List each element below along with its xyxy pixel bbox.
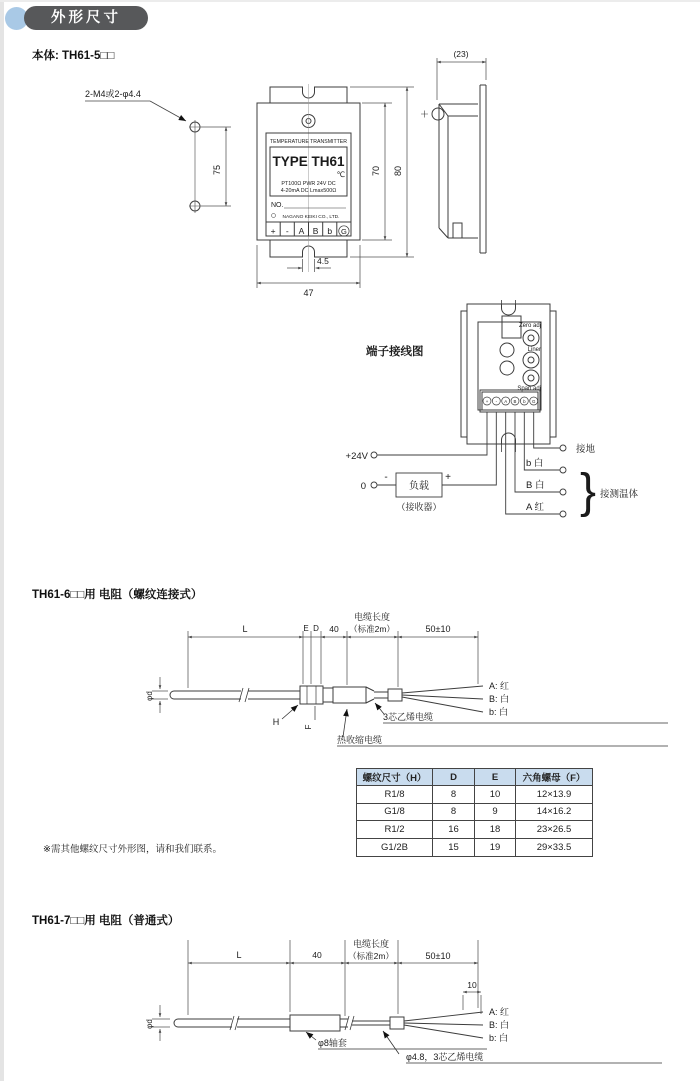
table-cell: 23×26.5 xyxy=(516,821,592,839)
load-box-label: 负载 xyxy=(409,481,429,492)
table-header-thread: 螺纹尺寸（H） xyxy=(357,769,433,786)
label-line-transmitter: TEMPERATURE TRANSMITTER xyxy=(269,139,348,145)
table-header-row xyxy=(357,769,592,786)
strip-term-plus: + xyxy=(485,399,489,404)
wire-b-white-label: B: 白 xyxy=(489,1020,510,1030)
label-spec2: 4-20mA DC Lmax500Ω xyxy=(280,188,337,194)
main-dimension-drawing xyxy=(0,40,700,305)
vinyl-cable-label: φ4.8，3芯乙烯电缆 xyxy=(406,1052,484,1062)
table-row xyxy=(357,821,592,839)
side-view xyxy=(421,58,486,253)
dim-d-label: D xyxy=(313,624,319,633)
label-no: NO. xyxy=(271,202,284,209)
plain-probe-leaders xyxy=(306,1031,662,1063)
terminal-plus: + xyxy=(270,226,276,236)
sleeve-label: φ8轴套 xyxy=(318,1038,347,1048)
dim-l-label: L xyxy=(242,624,248,634)
dim-4-5-label: 4.5 xyxy=(317,256,329,266)
dim-50-10-label: 50±10 xyxy=(425,624,451,634)
table-row xyxy=(357,804,592,822)
table-cell: 9 xyxy=(475,804,516,822)
knob-liner-label: Liner xyxy=(527,347,541,353)
ground-label: 接地 xyxy=(576,444,596,455)
dim-h-label: H xyxy=(272,717,280,727)
dim-70-label: 70 xyxy=(371,165,381,177)
wire-b-low-label: b 白 xyxy=(526,458,544,469)
label-company: NAGANO KEIKI CO., LTD. xyxy=(282,215,340,220)
plain-probe-body xyxy=(174,1012,483,1038)
dim-80-label: 80 xyxy=(393,165,403,177)
table-header-hexnut: 六角螺母（F） xyxy=(516,769,592,786)
wiring-title: 端子接线图 xyxy=(366,346,424,358)
table-cell: 18 xyxy=(475,821,516,839)
table-cell: 16 xyxy=(433,821,475,839)
dim-phi-d-label: φd xyxy=(145,1019,154,1029)
wire-a-red-label: A: 红 xyxy=(489,1007,510,1017)
dim-50-10-label: 50±10 xyxy=(425,951,451,961)
terminal-g: G xyxy=(340,227,347,236)
section-title-body: 本体: TH61-5□□ xyxy=(32,50,115,62)
strip-term-minus: - xyxy=(495,399,498,404)
dim-f-label: F xyxy=(304,724,313,730)
table-cell: G1/8 xyxy=(357,804,433,822)
threaded-probe-body xyxy=(170,686,483,712)
terminal-a: A xyxy=(298,226,305,236)
thread-size-table xyxy=(356,768,593,857)
knob-zero-adj-label: Zero adj xyxy=(518,323,541,329)
wire-b-white-label: B: 白 xyxy=(489,694,510,704)
strip-term-b-low: b xyxy=(523,399,526,404)
label-type: TYPE TH61 xyxy=(272,154,345,169)
dim-e-label: E xyxy=(303,624,309,633)
cable-length-label: 电缆长度 xyxy=(352,939,390,949)
receiver-label: （接收器） xyxy=(396,502,442,512)
dim-75-label: 75 xyxy=(212,164,222,176)
table-header-d: D xyxy=(433,769,475,786)
table-cell: 10 xyxy=(475,786,516,804)
page-title: 外形尺寸 xyxy=(24,6,148,30)
table-cell: 8 xyxy=(433,804,475,822)
table-cell: 12×13.9 xyxy=(516,786,592,804)
page-edge-top xyxy=(0,0,700,2)
rtd-label: 接测温体 xyxy=(600,489,639,500)
footnote: ※需其他螺纹尺寸外形图，请和我们联系。 xyxy=(43,844,222,855)
table-row xyxy=(357,786,592,804)
dim-phi-d-label: φd xyxy=(145,691,154,701)
vinyl-cable-label: 3芯乙烯电缆 xyxy=(383,712,434,722)
table-header-e: E xyxy=(475,769,516,786)
table-cell: G1/2B xyxy=(357,839,433,857)
strip-term-a: A xyxy=(504,399,508,404)
plain-probe-drawing xyxy=(0,930,700,1080)
wire-b2-white-label: b: 白 xyxy=(489,707,509,717)
dim-47-label: 47 xyxy=(303,288,314,298)
load-minus-label: - xyxy=(384,472,388,483)
probe-dimensions xyxy=(152,631,478,713)
table-cell: 29×33.5 xyxy=(536,841,572,853)
table-cell: 19 xyxy=(475,839,516,857)
section-title-th61-7: TH61-7□□用 电阻（普通式） xyxy=(32,915,180,927)
dim-23-label: (23) xyxy=(453,49,469,59)
terminal-b-low: b xyxy=(327,226,333,236)
label-spec1: PT100Ω PWR 24V DC xyxy=(281,181,336,187)
rear-view-device xyxy=(461,300,556,452)
dim-40-label: 40 xyxy=(312,950,322,960)
heat-shrink-label: 热收缩电缆 xyxy=(337,735,383,745)
wire-plus24v-label: +24V xyxy=(345,451,368,462)
table-cell: R1/2 xyxy=(357,821,433,839)
dim-l-label: L xyxy=(236,950,242,960)
strip-term-g: G xyxy=(531,399,536,404)
terminal-minus: - xyxy=(285,226,289,236)
table-cell: 15 xyxy=(433,839,475,857)
table-cell: 14×16.2 xyxy=(516,804,592,822)
cable-length-std-label: （标准2m） xyxy=(349,624,395,634)
strip-term-b-cap: B xyxy=(513,399,517,404)
brace-glyph: } xyxy=(580,465,597,518)
knob-span-adj-label: Span adj xyxy=(517,386,541,392)
threaded-probe-drawing xyxy=(0,600,700,760)
terminal-b-cap: B xyxy=(312,226,319,236)
dim-40-label: 40 xyxy=(329,624,339,634)
cable-length-label: 电缆长度 xyxy=(353,612,391,622)
wire-a-label: A 红 xyxy=(526,502,544,513)
section-title-th61-6: TH61-6□□用 电阻（螺纹连接式） xyxy=(32,589,203,601)
load-plus-label: + xyxy=(445,472,451,483)
dim-10-label: 10 xyxy=(467,980,477,990)
table-row xyxy=(357,839,592,857)
wire-zero-label: 0 xyxy=(360,481,366,492)
hole-pattern-label: 2-M4或2-φ4.4 xyxy=(85,89,141,99)
terminal-wiring-diagram xyxy=(0,300,700,530)
label-celsius: ℃ xyxy=(336,170,346,179)
table-cell: R1/8 xyxy=(357,786,433,804)
wire-b-cap-label: B 白 xyxy=(526,480,545,491)
wire-a-red-label: A: 红 xyxy=(489,681,510,691)
mounting-hole-pattern xyxy=(85,101,231,213)
cable-length-std-label: （标准2m） xyxy=(348,951,394,961)
table-cell: 8 xyxy=(433,786,475,804)
wire-b2-white-label: b: 白 xyxy=(489,1033,509,1043)
